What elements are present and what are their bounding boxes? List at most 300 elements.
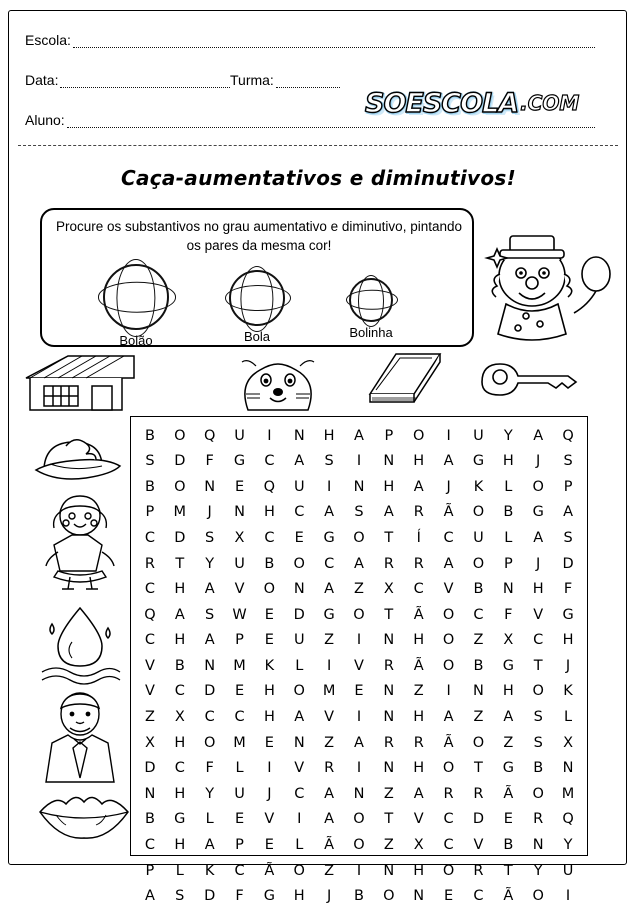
grid-cell[interactable]: B (503, 504, 514, 521)
grid-cell[interactable]: C (174, 760, 185, 777)
grid-cell[interactable]: Q (144, 606, 156, 623)
grid-cell[interactable]: T (503, 862, 513, 879)
grid-cell[interactable]: E (234, 811, 245, 828)
grid-cell[interactable]: R (473, 862, 484, 879)
grid-cell[interactable]: E (234, 478, 245, 495)
grid-cell[interactable]: X (383, 581, 394, 598)
grid-cell[interactable]: V (354, 657, 364, 674)
grid-cell[interactable]: D (174, 529, 186, 546)
grid-cell[interactable]: G (263, 888, 276, 905)
grid-cell[interactable]: N (562, 760, 574, 777)
grid-cell[interactable]: Q (562, 427, 574, 444)
grid-cell[interactable]: V (234, 581, 245, 598)
grid-cell[interactable]: V (533, 606, 544, 623)
grid-cell[interactable]: C (144, 837, 155, 854)
grid-cell[interactable]: S (533, 734, 543, 751)
grid-cell[interactable]: Z (324, 862, 335, 879)
grid-cell[interactable]: H (174, 785, 186, 802)
grid-cell[interactable]: U (234, 427, 245, 444)
grid-cell[interactable]: X (174, 709, 185, 726)
grid-cell[interactable]: B (503, 837, 514, 854)
grid-cell[interactable]: O (472, 555, 485, 572)
grid-cell[interactable]: J (207, 504, 212, 521)
grid-cell[interactable]: Z (473, 632, 484, 649)
grid-cell[interactable]: A (324, 581, 335, 598)
grid-cell[interactable]: P (503, 555, 513, 572)
grid-cell[interactable]: B (354, 888, 364, 905)
grid-cell[interactable]: F (205, 453, 214, 470)
grid-cell[interactable]: N (383, 709, 395, 726)
grid-cell[interactable]: B (174, 657, 185, 674)
grid-cell[interactable]: Z (354, 581, 364, 598)
grid-cell[interactable]: A (354, 734, 364, 751)
grid-cell[interactable]: O (442, 606, 455, 623)
grid-cell[interactable]: S (145, 453, 155, 470)
grid-cell[interactable]: L (504, 529, 513, 546)
grid-cell[interactable]: S (175, 888, 185, 905)
grid-cell[interactable]: Z (473, 709, 484, 726)
grid-cell[interactable]: V (144, 683, 155, 700)
grid-cell[interactable]: S (324, 453, 334, 470)
grid-cell[interactable]: B (144, 478, 155, 495)
grid-cell[interactable]: Z (324, 734, 335, 751)
grid-cell[interactable]: O (353, 811, 365, 828)
grid-cell[interactable]: D (204, 683, 216, 700)
grid-cell[interactable]: H (502, 683, 514, 700)
grid-cell[interactable]: I (565, 888, 571, 905)
grid-cell[interactable]: C (324, 555, 335, 572)
grid-cell[interactable]: Ã (443, 734, 454, 751)
grid-cell[interactable]: A (324, 785, 335, 802)
grid-cell[interactable]: R (383, 734, 394, 751)
grid-cell[interactable]: H (413, 760, 425, 777)
grid-cell[interactable]: Q (562, 811, 574, 828)
grid-cell[interactable]: V (443, 581, 454, 598)
letter-grid[interactable] (135, 423, 583, 905)
grid-cell[interactable]: L (295, 657, 304, 674)
grid-cell[interactable]: Z (383, 785, 394, 802)
grid-cell[interactable]: S (354, 504, 364, 521)
grid-cell[interactable]: U (473, 427, 484, 444)
grid-cell[interactable]: P (145, 862, 155, 879)
grid-cell[interactable]: P (384, 427, 394, 444)
grid-cell[interactable]: I (446, 683, 451, 700)
grid-cell[interactable]: X (503, 632, 514, 649)
grid-cell[interactable]: D (204, 888, 216, 905)
data-rule[interactable] (60, 74, 230, 88)
grid-cell[interactable]: O (353, 837, 365, 854)
grid-cell[interactable]: C (443, 811, 454, 828)
grid-cell[interactable]: O (353, 529, 365, 546)
grid-cell[interactable]: C (264, 453, 275, 470)
grid-cell[interactable]: C (234, 862, 245, 879)
grid-cell[interactable]: S (563, 529, 573, 546)
grid-cell[interactable]: R (413, 734, 424, 751)
grid-cell[interactable]: K (204, 862, 215, 879)
grid-cell[interactable]: B (144, 427, 155, 444)
grid-cell[interactable]: E (444, 888, 454, 905)
grid-cell[interactable]: N (383, 862, 395, 879)
grid-cell[interactable]: R (144, 555, 155, 572)
grid-cell[interactable]: P (235, 632, 244, 649)
grid-cell[interactable]: O (383, 888, 395, 905)
grid-cell[interactable]: G (472, 453, 485, 470)
grid-cell[interactable]: R (383, 555, 394, 572)
grid-cell[interactable]: H (532, 581, 544, 598)
grid-cell[interactable]: Ã (443, 504, 454, 521)
example-balls (54, 264, 464, 348)
grid-cell[interactable]: H (263, 709, 275, 726)
grid-cell[interactable]: G (562, 606, 574, 623)
grid-cell[interactable]: H (413, 709, 425, 726)
grid-cell[interactable]: N (204, 657, 216, 674)
grid-cell[interactable]: H (263, 504, 275, 521)
grid-cell[interactable]: F (563, 581, 573, 598)
grid-cell[interactable]: Ã (324, 837, 335, 854)
grid-cell[interactable]: Y (205, 785, 215, 802)
grid-cell[interactable]: N (353, 785, 365, 802)
grid-cell[interactable]: O (293, 555, 305, 572)
grid-cell[interactable]: A (144, 888, 155, 905)
grid-cell[interactable]: C (234, 709, 245, 726)
grid-cell[interactable]: A (174, 606, 185, 623)
grid-cell[interactable]: D (144, 760, 156, 777)
grid-cell[interactable]: N (383, 683, 395, 700)
grid-cell[interactable]: O (532, 478, 544, 495)
grid-cell[interactable]: J (565, 657, 571, 674)
grid-cell[interactable]: N (293, 427, 305, 444)
grid-cell[interactable]: O (532, 785, 544, 802)
grid-cell[interactable]: B (533, 760, 544, 777)
grid-cell[interactable]: G (532, 504, 544, 521)
grid-cell[interactable]: A (354, 427, 364, 444)
grid-cell[interactable]: L (205, 811, 214, 828)
grid-cell[interactable]: C (174, 683, 185, 700)
grid-cell[interactable]: A (204, 632, 215, 649)
grid-cell[interactable]: A (443, 709, 454, 726)
grid-cell[interactable]: X (413, 837, 424, 854)
grid-cell[interactable]: L (175, 862, 184, 879)
grid-cell[interactable]: O (413, 427, 425, 444)
grid-cell[interactable]: N (383, 632, 395, 649)
grid-cell[interactable]: T (474, 760, 483, 777)
grid-cell[interactable]: Í (416, 529, 421, 546)
grid-cell[interactable]: A (443, 453, 454, 470)
grid-cell[interactable]: U (234, 785, 245, 802)
grid-cell[interactable]: N (293, 581, 305, 598)
grid-cell[interactable]: O (263, 581, 276, 598)
grid-cell[interactable]: A (383, 504, 394, 521)
grid-cell[interactable]: H (413, 632, 425, 649)
grid-cell[interactable]: G (323, 606, 335, 623)
grid-cell[interactable]: A (324, 811, 335, 828)
grid-cell[interactable]: X (234, 529, 245, 546)
grid-cell[interactable]: M (561, 785, 575, 802)
grid-cell[interactable]: A (204, 581, 215, 598)
grid-cell[interactable]: Y (503, 427, 513, 444)
grid-cell[interactable]: C (144, 581, 155, 598)
grid-cell[interactable]: H (413, 453, 425, 470)
field-escola[interactable] (25, 32, 595, 48)
turma-rule[interactable] (276, 74, 340, 88)
grid-cell[interactable]: A (443, 555, 454, 572)
grid-cell[interactable]: H (263, 683, 275, 700)
grid-cell[interactable]: T (384, 606, 394, 623)
grid-cell[interactable]: C (533, 632, 544, 649)
grid-cell[interactable]: N (502, 581, 514, 598)
grid-cell[interactable]: G (233, 453, 246, 470)
grid-cell[interactable]: Z (413, 683, 424, 700)
grid-cell[interactable]: U (562, 862, 574, 879)
grid-cell[interactable]: O (532, 683, 544, 700)
logo-main-text: SOESCOLA (365, 87, 519, 119)
grid-cell[interactable]: M (322, 683, 336, 700)
grid-cell[interactable]: K (563, 683, 573, 700)
grid-cell[interactable]: A (294, 453, 305, 470)
grid-cell[interactable]: J (267, 785, 272, 802)
grid-cell[interactable]: H (562, 632, 574, 649)
grid-cell[interactable]: F (504, 606, 513, 623)
grid-cell[interactable]: R (533, 811, 544, 828)
grid-cell[interactable]: Ã (413, 606, 424, 623)
grid-cell[interactable]: C (443, 837, 454, 854)
grid-cell[interactable]: V (413, 811, 424, 828)
grid-cell[interactable]: D (472, 811, 485, 828)
grid-cell[interactable]: B (264, 555, 275, 572)
grid-cell[interactable]: I (326, 478, 332, 495)
grid-cell[interactable]: S (533, 709, 543, 726)
grid-cell[interactable]: C (443, 529, 454, 546)
grid-cell[interactable]: U (293, 632, 305, 649)
grid-cell[interactable]: E (503, 811, 513, 828)
grid-cell[interactable]: D (562, 555, 574, 572)
grid-cell[interactable]: I (267, 427, 272, 444)
grid-cell[interactable]: O (442, 657, 455, 674)
grid-cell[interactable]: I (356, 862, 362, 879)
grid-cell[interactable]: R (443, 785, 454, 802)
grid-cell[interactable]: V (473, 837, 484, 854)
grid-cell[interactable]: V (264, 811, 275, 828)
grid-cell[interactable]: G (174, 811, 186, 828)
grid-cell[interactable]: T (175, 555, 185, 572)
grid-cell[interactable]: A (294, 709, 305, 726)
grid-cell[interactable]: I (326, 657, 332, 674)
grid-cell[interactable]: H (174, 837, 186, 854)
grid-cell[interactable]: R (413, 555, 424, 572)
grid-cell[interactable]: Y (205, 555, 215, 572)
grid-cell[interactable]: H (323, 427, 335, 444)
grid-cell[interactable]: H (174, 581, 186, 598)
grid-cell[interactable]: N (413, 888, 425, 905)
grid-cell[interactable]: Q (263, 478, 276, 495)
grid-cell[interactable]: A (204, 837, 215, 854)
grid-cell[interactable]: C (144, 632, 155, 649)
grid-cell[interactable]: Y (563, 837, 573, 854)
grid-cell[interactable]: C (264, 529, 275, 546)
grid-cell[interactable]: B (473, 657, 484, 674)
grid-cell[interactable]: E (264, 837, 274, 854)
grid-cell[interactable]: C (144, 529, 155, 546)
grid-cell[interactable]: F (235, 888, 244, 905)
grid-cell[interactable]: N (204, 478, 216, 495)
grid-cell[interactable]: B (144, 811, 155, 828)
grid-cell[interactable]: V (294, 760, 305, 777)
field-turma[interactable] (230, 72, 340, 88)
grid-cell[interactable]: R (413, 504, 424, 521)
grid-cell[interactable]: O (293, 683, 305, 700)
word-search-grid[interactable] (130, 416, 588, 905)
grid-cell[interactable]: J (536, 453, 541, 470)
grid-cell[interactable]: T (533, 657, 543, 674)
grid-cell[interactable]: O (532, 888, 544, 905)
grid-cell[interactable]: E (264, 606, 274, 623)
grid-cell[interactable]: A (324, 504, 335, 521)
grid-cell[interactable]: X (144, 734, 155, 751)
grid-cell[interactable]: K (473, 478, 484, 495)
grid-cell[interactable]: N (383, 760, 395, 777)
grid-cell[interactable]: N (532, 837, 544, 854)
grid-cell[interactable]: I (356, 632, 362, 649)
grid-cell[interactable]: T (384, 529, 394, 546)
grid-cell[interactable]: M (173, 504, 187, 521)
grid-cell[interactable]: R (324, 760, 335, 777)
grid-cell[interactable]: U (293, 478, 305, 495)
grid-cell[interactable]: O (442, 760, 455, 777)
grid-cell[interactable]: E (354, 683, 364, 700)
grid-cell[interactable]: Z (383, 837, 394, 854)
grid-cell[interactable]: A (563, 504, 574, 521)
grid-cell[interactable]: O (174, 478, 186, 495)
grid-cell[interactable]: S (205, 606, 215, 623)
grid-cell[interactable]: P (563, 478, 573, 495)
grid-cell[interactable]: R (383, 657, 394, 674)
grid-cell[interactable]: U (234, 555, 245, 572)
grid-cell[interactable]: V (324, 709, 335, 726)
grid-cell[interactable]: I (356, 760, 362, 777)
grid-cell[interactable]: G (502, 657, 514, 674)
grid-cell[interactable]: E (294, 529, 304, 546)
grid-cell[interactable]: Z (144, 709, 155, 726)
grid-cell[interactable]: N (353, 478, 365, 495)
grid-cell[interactable]: I (267, 760, 272, 777)
grid-cell[interactable]: P (235, 837, 244, 854)
grid-cell[interactable]: S (563, 453, 573, 470)
grid-cell[interactable]: V (144, 657, 155, 674)
grid-cell[interactable]: G (323, 529, 335, 546)
grid-cell[interactable]: Ã (503, 888, 514, 905)
grid-cell[interactable]: O (472, 734, 485, 751)
grid-cell[interactable]: M (233, 734, 246, 751)
grid-cell[interactable]: C (413, 581, 424, 598)
grid-cell[interactable]: A (533, 529, 544, 546)
grid-cell[interactable]: O (353, 606, 365, 623)
grid-cell[interactable]: O (442, 862, 455, 879)
grid-cell[interactable]: J (326, 888, 332, 905)
grid-cell[interactable]: G (502, 760, 514, 777)
grid-cell[interactable]: C (473, 606, 484, 623)
grid-cell[interactable]: F (205, 760, 214, 777)
grid-cell[interactable]: P (145, 504, 155, 521)
grid-cell[interactable]: I (446, 427, 451, 444)
grid-cell[interactable]: D (174, 453, 186, 470)
grid-cell[interactable]: U (473, 529, 484, 546)
grid-cell[interactable]: Ã (503, 785, 514, 802)
grid-cell[interactable]: Q (203, 427, 216, 444)
grid-cell[interactable]: E (234, 683, 245, 700)
grid-cell[interactable]: C (473, 888, 484, 905)
grid-cell[interactable]: O (174, 427, 186, 444)
grid-cell[interactable]: I (297, 811, 302, 828)
grid-cell[interactable]: C (294, 504, 305, 521)
grid-cell[interactable]: O (293, 862, 305, 879)
grid-cell[interactable]: Z (324, 632, 335, 649)
grid-cell[interactable]: M (233, 657, 246, 674)
grid-cell[interactable]: O (203, 734, 216, 751)
grid-cell[interactable]: R (473, 785, 484, 802)
grid-cell[interactable]: D (293, 606, 305, 623)
grid-cell[interactable]: J (446, 478, 451, 495)
grid-cell[interactable]: N (473, 683, 484, 700)
escola-rule[interactable] (73, 34, 595, 48)
grid-cell[interactable]: I (356, 709, 362, 726)
grid-cell[interactable]: N (144, 785, 156, 802)
grid-cell[interactable]: W (232, 606, 247, 623)
grid-cell[interactable]: I (356, 453, 362, 470)
grid-cell[interactable]: O (472, 504, 485, 521)
grid-cell[interactable]: Ã (413, 657, 424, 674)
grid-cell[interactable]: Z (503, 734, 514, 751)
grid-cell[interactable]: E (264, 632, 274, 649)
grid-cell[interactable]: H (502, 453, 514, 470)
grid-cell[interactable]: H (383, 478, 395, 495)
instruction-box (40, 208, 474, 347)
grid-cell[interactable]: H (293, 888, 305, 905)
grid-cell[interactable]: C (204, 709, 215, 726)
grid-cell[interactable]: O (442, 632, 455, 649)
grid-cell[interactable]: C (294, 785, 305, 802)
grid-cell[interactable]: T (384, 811, 394, 828)
grid-cell[interactable]: A (533, 427, 544, 444)
grid-cell[interactable]: N (293, 734, 305, 751)
grid-cell[interactable]: A (413, 478, 424, 495)
ball-small-label: Bolinha (349, 325, 393, 340)
data-label: Data: (25, 72, 59, 88)
grid-cell[interactable]: E (264, 734, 274, 751)
grid-cell[interactable]: K (264, 657, 275, 674)
grid-cell[interactable]: H (413, 862, 425, 879)
grid-cell[interactable]: A (413, 785, 424, 802)
grid-cell[interactable]: H (174, 632, 186, 649)
grid-cell[interactable]: N (234, 504, 245, 521)
grid-cell[interactable]: L (235, 760, 244, 777)
grid-cell[interactable]: H (174, 734, 186, 751)
grid-cell[interactable]: A (503, 709, 514, 726)
grid-cell[interactable]: L (504, 478, 513, 495)
grid-cell[interactable]: X (563, 734, 574, 751)
grid-cell[interactable]: Y (533, 862, 543, 879)
escola-label: Escola: (25, 32, 71, 48)
grid-cell[interactable]: B (473, 581, 484, 598)
grid-cell[interactable]: Ã (264, 862, 275, 879)
grid-cell[interactable]: L (564, 709, 573, 726)
field-data[interactable] (25, 72, 230, 88)
header-divider (18, 145, 618, 146)
grid-cell[interactable]: A (354, 555, 364, 572)
grid-cell[interactable]: N (383, 453, 395, 470)
grid-cell[interactable]: J (536, 555, 541, 572)
grid-cell[interactable]: L (295, 837, 304, 854)
grid-cell[interactable]: S (205, 529, 215, 546)
